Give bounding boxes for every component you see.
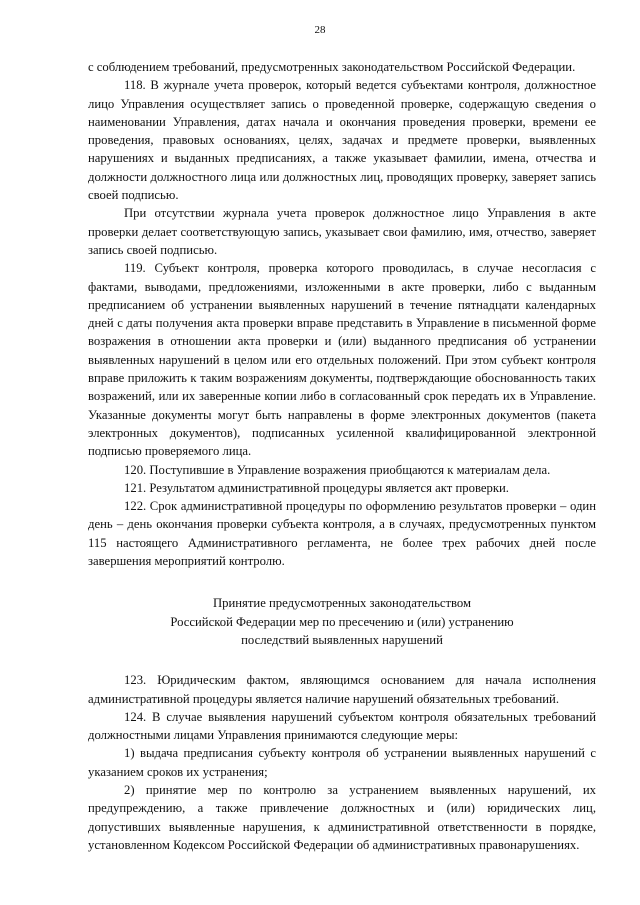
paragraph-121: 121. Результатом административной процедуры является акт проверки. xyxy=(124,480,509,495)
page-number: 28 xyxy=(314,24,326,36)
list-item: 1) выдача предписания субъекту контроля об устранении выявленных нарушений с указанием сроков их устранения; xyxy=(88,746,596,779)
paragraph-122: 122. Срок административной процедуры по оформлению результатов проверки – один день – день окончания проверки субъекта контроля, а в случаях, предусмотренных пунктом 115 настоящего Административного регламента, не более трех рабочих дней после завершения мероприятий контролю. xyxy=(88,499,596,569)
section-heading-line: Российской Федерации мер по пресечению и (или) устранению xyxy=(170,614,514,629)
list-item: 2) принятие мер по контролю за устранением выявленных нарушений, их предупреждению, а также привлечение должностных и (или) юридических лиц, допустивших выявленные нарушения, к административной ответственности в порядке, установленном Кодексом Российской Федерации об административных правонарушениях. xyxy=(88,782,596,852)
paragraph-124: 124. В случае выявления нарушений субъектом контроля обязательных требований должностными лицами Управления принимаются следующие меры: xyxy=(88,709,596,743)
paragraph: с соблюдением требований, предусмотренных законодательством Российской Федерации. xyxy=(88,60,576,74)
paragraph-123: 123. Юридическим фактом, являющимся основанием для начала исполнения административной процедуры является наличие нарушений обязательных требований. xyxy=(88,673,596,706)
paragraphs-before xyxy=(88,58,596,570)
document-body xyxy=(88,58,596,854)
paragraphs-after xyxy=(88,671,596,854)
section-heading-line: Принятие предусмотренных законодательством xyxy=(212,596,472,611)
paragraph-118: 118. В журнале учета проверок, который ведется субъектами контроля, должностное лицо Управления осуществляет запись о проведенной проверке, содержащую сведения о наименовании Управления, датах начала и окончания проведения проверки, времени ее проведения, правовых основаниях, целях, задачах и предмете проверки, выявленных нарушениях и выданных предписаниях, а также указывает фамилии, имена, отчества и должности должностного лица или должностных лиц, проводящих проверку, заверяет запись своей подписью. xyxy=(88,78,596,203)
paragraph: При отсутствии журнала учета проверок должностное лицо Управления в акте проверки делает соответствующую запись, указывает свои фамилию, имя, отчество, заверяет запись своей подписью. xyxy=(88,206,596,257)
paragraph-119: 119. Субъект контроля, проверка которого проводилась, в случае несогласия с фактами, выводами, предложениями, изложенными в акте проверки, либо с выданным предписанием об устранении выявленных нарушений в течение пятнадцати календарных дней с даты получения акта проверки вправе представить в Управление в письменной форме возражения в отношении акта проверки и (или) выданного предписания об устранении выявленных нарушений в целом или его отдельных положений. При этом субъект контроля вправе приложить к таким возражениям документы, подтверждающие обоснованность таких возражений, или их заверенные копии либо в согласованный срок передать их в Управление. Указанные документы могут быть направлены в форме электронных документов (пакета электронных документов), подписанных усиленной квалифицированной электронной подписью проверяемого лица. xyxy=(88,261,596,459)
section-heading-line: последствий выявленных нарушений xyxy=(241,632,443,647)
section-heading xyxy=(88,594,596,649)
paragraph-120: 120. Поступившие в Управление возражения приобщаются к материалам дела. xyxy=(124,462,551,477)
